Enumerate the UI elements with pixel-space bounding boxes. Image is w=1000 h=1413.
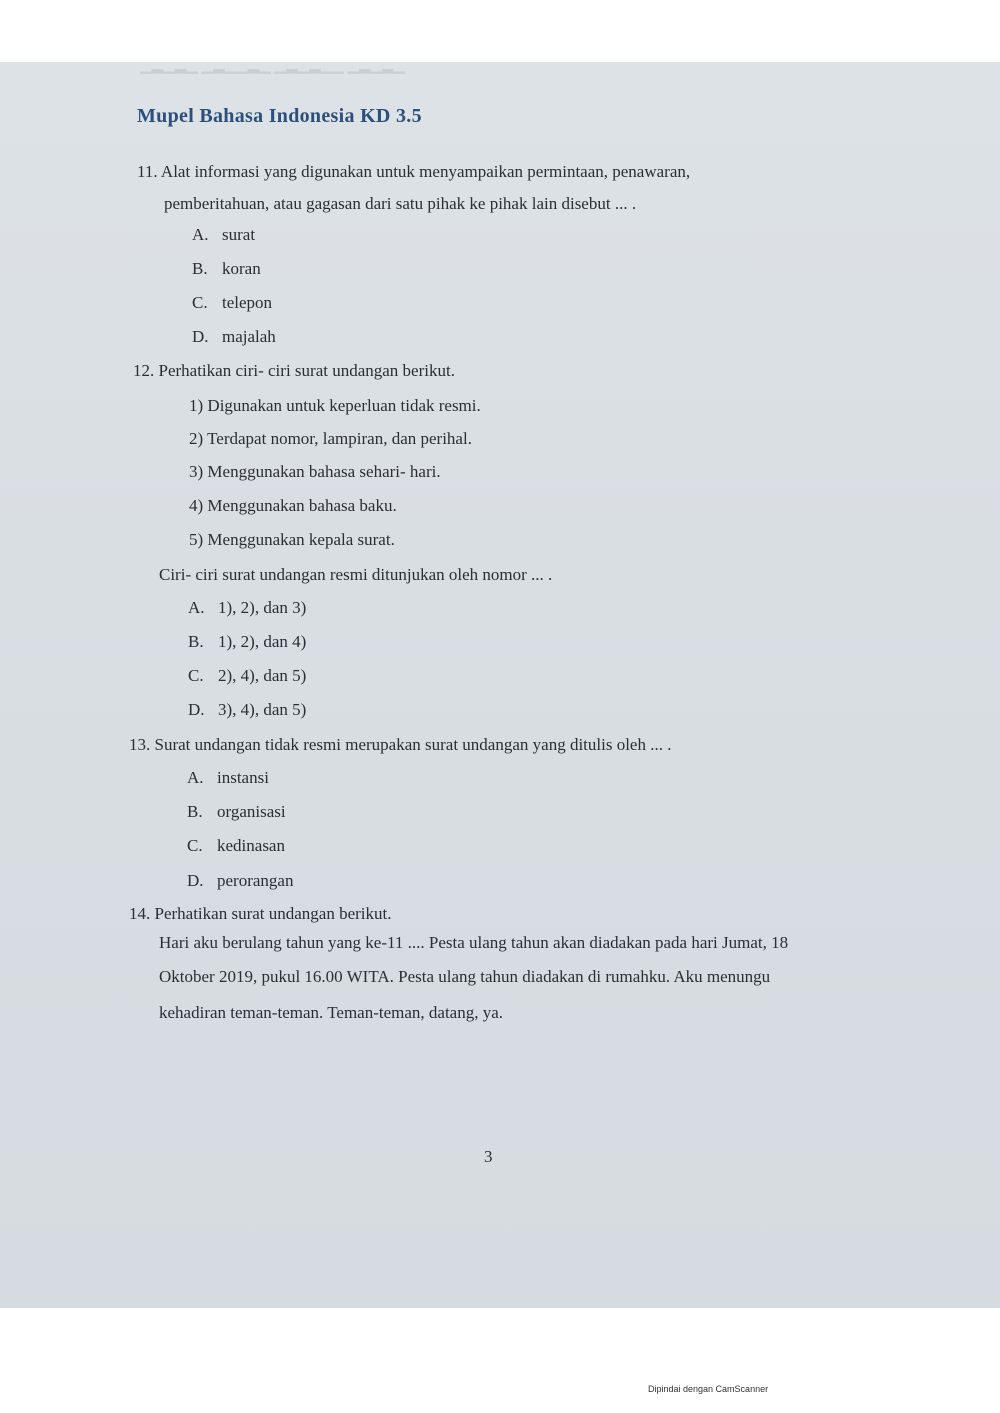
page-number: 3 xyxy=(484,1147,493,1166)
scanner-watermark: Dipindai dengan CamScanner xyxy=(648,1384,769,1394)
scanned-page xyxy=(0,62,1000,1308)
option-letter: D. xyxy=(188,700,205,719)
option-text: kedinasan xyxy=(217,836,285,855)
question-11-line-1: 11. Alat informasi yang digunakan untuk menyampaikan permintaan, penawaran, xyxy=(137,162,691,181)
question-13-option-a xyxy=(187,768,269,788)
option-text: organisasi xyxy=(217,802,286,821)
option-letter: C. xyxy=(188,666,204,685)
question-12-item-1: 1) Digunakan untuk keperluan tidak resmi. xyxy=(189,396,481,415)
option-letter: A. xyxy=(188,598,205,617)
question-12-item-5: 5) Menggunakan kepala surat. xyxy=(189,530,395,549)
question-11-option-d xyxy=(192,327,276,347)
question-11-option-a xyxy=(192,225,255,245)
question-13-option-c xyxy=(187,836,285,856)
question-12-item-3: 3) Menggunakan bahasa sehari- hari. xyxy=(189,462,441,481)
option-text: 3), 4), dan 5) xyxy=(218,700,307,719)
question-12-option-b xyxy=(188,632,306,652)
bleed-through: ▁▂▁▂▁ ▁▂▁▁▂▁ ▁▂▁▂▁▁ ▁▂▁▂▁ xyxy=(140,62,406,74)
option-letter: C. xyxy=(192,293,208,312)
option-letter: D. xyxy=(192,327,209,346)
question-12-item-2: 2) Terdapat nomor, lampiran, dan perihal. xyxy=(189,429,472,448)
option-text: telepon xyxy=(222,293,273,312)
option-text: koran xyxy=(222,259,261,278)
question-11-option-c xyxy=(192,293,272,313)
option-text: instansi xyxy=(217,768,269,787)
question-12-option-c xyxy=(188,666,306,686)
option-letter: D. xyxy=(187,871,204,890)
question-12-option-d xyxy=(188,700,306,720)
option-text: 2), 4), dan 5) xyxy=(218,666,307,685)
question-12-item-4: 4) Menggunakan bahasa baku. xyxy=(189,496,397,515)
option-text: 1), 2), dan 4) xyxy=(218,632,307,651)
option-letter: C. xyxy=(187,836,203,855)
option-letter: B. xyxy=(192,259,208,278)
question-12-line-1: 12. Perhatikan ciri- ciri surat undangan berikut. xyxy=(133,361,455,380)
question-12-prompt: Ciri- ciri surat undangan resmi ditunjukan oleh nomor ... . xyxy=(159,565,553,584)
question-11-option-b xyxy=(192,259,261,279)
option-text: majalah xyxy=(222,327,276,346)
option-text: surat xyxy=(222,225,256,244)
question-12-option-a xyxy=(188,598,306,618)
option-letter: A. xyxy=(192,225,209,244)
question-14-passage-line-2: Oktober 2019, pukul 16.00 WITA. Pesta ulang tahun diadakan di rumahku. Aku menungu xyxy=(159,967,771,986)
option-letter: A. xyxy=(187,768,204,787)
option-text: 1), 2), dan 3) xyxy=(218,598,307,617)
option-text: perorangan xyxy=(217,871,294,890)
question-14-line-1: 14. Perhatikan surat undangan berikut. xyxy=(129,904,392,923)
question-14-passage-line-1: Hari aku berulang tahun yang ke-11 .... Pesta ulang tahun akan diadakan pada hari Jumat, 18 xyxy=(159,933,789,952)
question-13-line-1: 13. Surat undangan tidak resmi merupakan surat undangan yang ditulis oleh ... . xyxy=(129,735,672,754)
question-14-passage-line-3: kehadiran teman-teman. Teman-teman, datang, ya. xyxy=(159,1003,504,1022)
question-13-option-b xyxy=(187,802,286,822)
question-13-option-d xyxy=(187,871,293,891)
option-letter: B. xyxy=(188,632,204,651)
option-letter: B. xyxy=(187,802,203,821)
page-title: Mupel Bahasa Indonesia KD 3.5 xyxy=(137,105,422,127)
question-11-line-2: pemberitahuan, atau gagasan dari satu pihak ke pihak lain disebut ... . xyxy=(164,194,637,213)
